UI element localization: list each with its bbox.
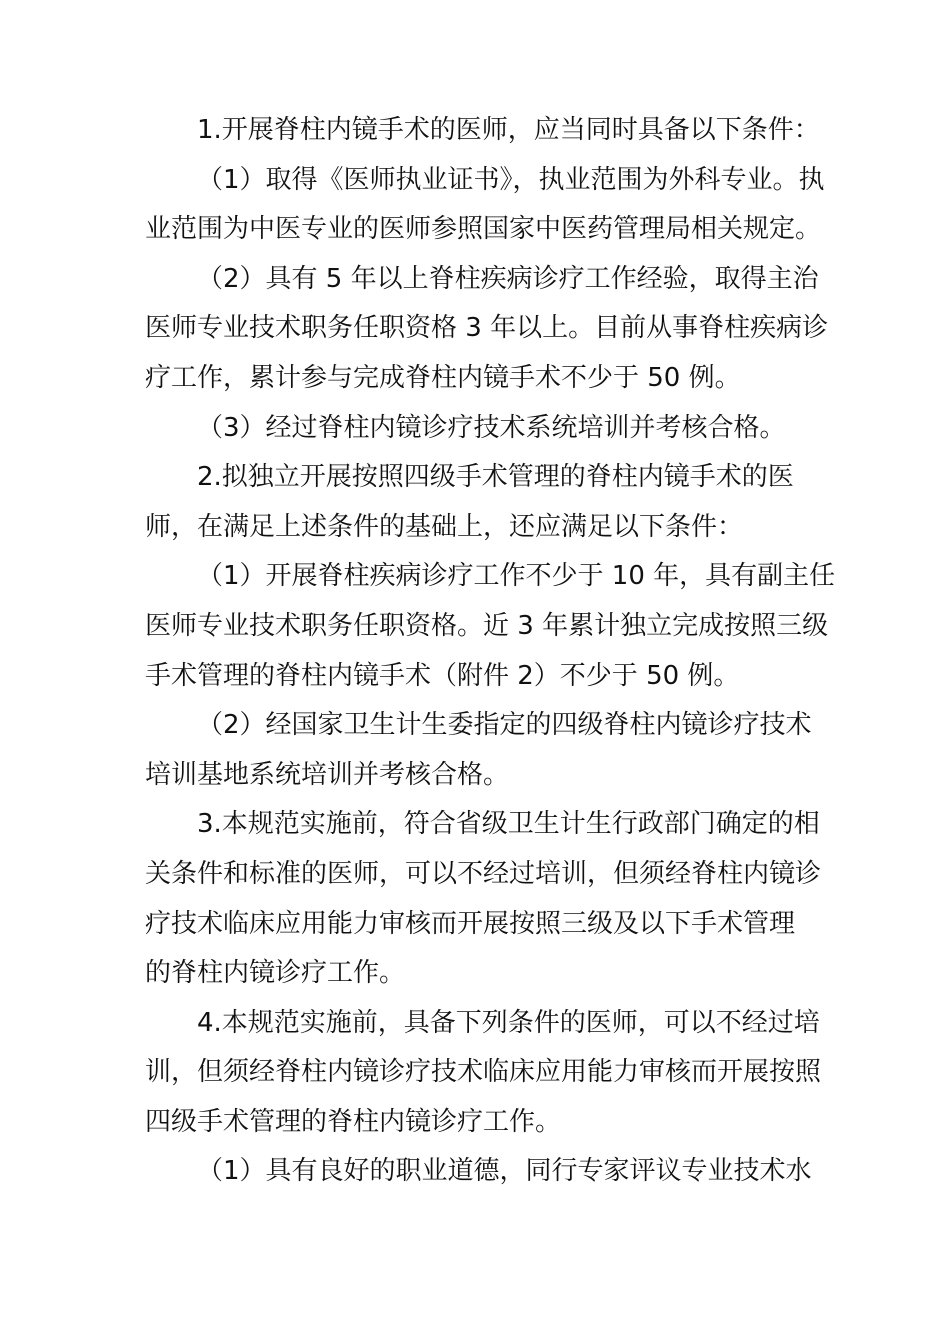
text-line-13: （2）经国家卫生计生委指定的四级脊柱内镜诊疗技术 — [197, 710, 812, 741]
text-line-20: 训，但须经脊柱内镜诊疗技术临床应用能力审核而开展按照 — [145, 1057, 822, 1088]
text-line-19: 4.本规范实施前，具备下列条件的医师，可以不经过培 — [197, 1007, 820, 1038]
text-line-11: 医师专业技术职务任职资格。近 3 年累计独立完成按照三级 — [145, 610, 829, 641]
text-line-10: （1）开展脊柱疾病诊疗工作不少于 10 年，具有副主任 — [197, 561, 836, 592]
text-line-15: 3.本规范实施前，符合省级卫生计生行政部门确定的相 — [197, 809, 820, 840]
text-line-9: 师，在满足上述条件的基础上，还应满足以下条件： — [145, 511, 744, 542]
text-line-1: 1.开展脊柱内镜手术的医师，应当同时具备以下条件： — [197, 115, 820, 145]
text-line-17: 疗技术临床应用能力审核而开展按照三级及以下手术管理 — [145, 908, 796, 939]
text-line-22: （1）具有良好的职业道德，同行专家评议专业技术水 — [197, 1156, 812, 1187]
text-line-6: 疗工作，累计参与完成脊柱内镜手术不少于 50 例。 — [145, 362, 741, 393]
text-line-7: （3）经过脊柱内镜诊疗技术系统培训并考核合格。 — [197, 412, 786, 443]
text-line-14: 培训基地系统培训并考核合格。 — [145, 759, 510, 790]
text-line-2: （1）取得《医师执业证书》，执业范围为外科专业。执 — [197, 164, 825, 195]
text-line-3: 业范围为中医专业的医师参照国家中医药管理局相关规定。 — [145, 214, 822, 245]
text-line-12: 手术管理的脊柱内镜手术（附件 2）不少于 50 例。 — [145, 660, 740, 691]
text-line-8: 2.拟独立开展按照四级手术管理的脊柱内镜手术的医 — [197, 462, 794, 493]
text-line-18: 的脊柱内镜诊疗工作。 — [145, 958, 406, 989]
body-text — [145, 106, 836, 1197]
text-line-5: 医师专业技术职务任职资格 3 年以上。目前从事脊柱疾病诊 — [145, 313, 829, 344]
text-line-21: 四级手术管理的脊柱内镜诊疗工作。 — [145, 1106, 562, 1137]
text-line-4: （2）具有 5 年以上脊柱疾病诊疗工作经验，取得主治 — [197, 263, 819, 294]
text-line-16: 关条件和标准的医师，可以不经过培训，但须经脊柱内镜诊 — [145, 858, 822, 889]
